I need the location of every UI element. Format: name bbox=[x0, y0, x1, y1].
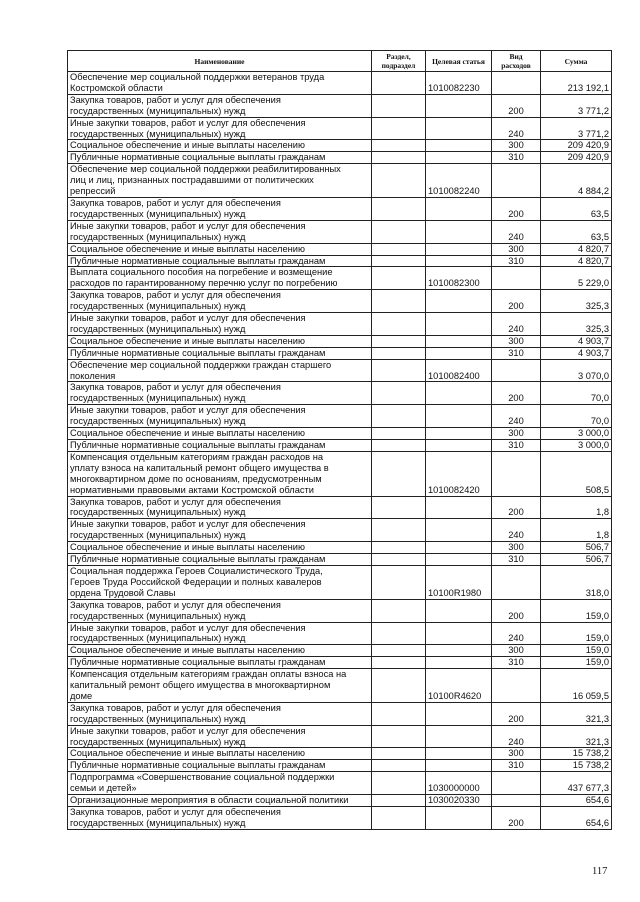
row-section-cell bbox=[372, 267, 426, 290]
row-section-cell bbox=[372, 702, 426, 725]
table-row bbox=[68, 359, 612, 382]
row-amount-cell: 15 738,2 bbox=[541, 760, 612, 772]
row-target-cell bbox=[426, 382, 492, 405]
row-amount-cell: 209 420,9 bbox=[541, 152, 612, 164]
row-expense-type-cell: 200 bbox=[492, 807, 541, 830]
row-section-cell bbox=[372, 405, 426, 428]
table-row bbox=[68, 405, 612, 428]
row-target-cell bbox=[426, 645, 492, 657]
row-name-cell: Социальное обеспечение и иные выплаты населению bbox=[68, 645, 372, 657]
row-amount-cell: 4 903,7 bbox=[541, 335, 612, 347]
table-row bbox=[68, 451, 612, 496]
header-row bbox=[68, 51, 612, 72]
row-section-cell bbox=[372, 772, 426, 795]
row-amount-cell: 506,7 bbox=[541, 554, 612, 566]
row-section-cell bbox=[372, 72, 426, 95]
row-expense-type-cell: 200 bbox=[492, 197, 541, 220]
row-amount-cell: 4 903,7 bbox=[541, 347, 612, 359]
row-target-cell: 10100R1980 bbox=[426, 565, 492, 599]
row-name-cell: Обеспечение мер социальной поддержки граждан старшего поколения bbox=[68, 359, 372, 382]
row-name-cell: Публичные нормативные социальные выплаты гражданам bbox=[68, 760, 372, 772]
row-section-cell bbox=[372, 197, 426, 220]
row-target-cell bbox=[426, 519, 492, 542]
row-name-cell: Обеспечение мер социальной поддержки реабилитированных лиц и лиц, признанных пострадавшими от политических репрессий bbox=[68, 164, 372, 198]
row-expense-type-cell bbox=[492, 267, 541, 290]
row-expense-type-cell: 300 bbox=[492, 428, 541, 440]
table-row bbox=[68, 382, 612, 405]
header-name: Наименование bbox=[68, 51, 372, 72]
row-section-cell bbox=[372, 451, 426, 496]
row-expense-type-cell: 200 bbox=[492, 599, 541, 622]
row-target-cell bbox=[426, 255, 492, 267]
row-target-cell bbox=[426, 496, 492, 519]
row-name-cell: Публичные нормативные социальные выплаты гражданам bbox=[68, 347, 372, 359]
row-amount-cell: 4 884,2 bbox=[541, 164, 612, 198]
row-amount-cell: 159,0 bbox=[541, 657, 612, 669]
row-amount-cell: 1,8 bbox=[541, 496, 612, 519]
row-target-cell: 1010082400 bbox=[426, 359, 492, 382]
row-expense-type-cell: 310 bbox=[492, 255, 541, 267]
row-amount-cell: 3 070,0 bbox=[541, 359, 612, 382]
row-name-cell: Иные закупки товаров, работ и услуг для обеспечения государственных (муниципальных) нужд bbox=[68, 313, 372, 336]
table-header bbox=[68, 51, 612, 72]
row-expense-type-cell: 300 bbox=[492, 748, 541, 760]
row-target-cell bbox=[426, 243, 492, 255]
row-name-cell: Закупка товаров, работ и услуг для обеспечения государственных (муниципальных) нужд bbox=[68, 382, 372, 405]
row-amount-cell: 4 820,7 bbox=[541, 243, 612, 255]
row-amount-cell: 63,5 bbox=[541, 220, 612, 243]
row-expense-type-cell: 310 bbox=[492, 554, 541, 566]
table-row bbox=[68, 702, 612, 725]
table-row bbox=[68, 795, 612, 807]
row-name-cell: Закупка товаров, работ и услуг для обеспечения государственных (муниципальных) нужд bbox=[68, 599, 372, 622]
row-section-cell bbox=[372, 359, 426, 382]
row-name-cell: Социальное обеспечение и иные выплаты населению bbox=[68, 542, 372, 554]
row-target-cell bbox=[426, 657, 492, 669]
row-name-cell: Социальное обеспечение и иные выплаты населению bbox=[68, 748, 372, 760]
row-name-cell: Компенсация отдельным категориям граждан оплаты взноса на капитальный ремонт общего имущества в многоквартирном доме bbox=[68, 669, 372, 703]
row-target-cell bbox=[426, 335, 492, 347]
row-section-cell bbox=[372, 220, 426, 243]
row-target-cell bbox=[426, 140, 492, 152]
row-section-cell bbox=[372, 542, 426, 554]
row-amount-cell: 321,3 bbox=[541, 702, 612, 725]
row-section-cell bbox=[372, 554, 426, 566]
row-expense-type-cell bbox=[492, 72, 541, 95]
row-target-cell: 1010082240 bbox=[426, 164, 492, 198]
row-section-cell bbox=[372, 290, 426, 313]
table-row bbox=[68, 243, 612, 255]
row-expense-type-cell: 200 bbox=[492, 290, 541, 313]
row-expense-type-cell: 310 bbox=[492, 152, 541, 164]
row-target-cell bbox=[426, 599, 492, 622]
row-amount-cell: 325,3 bbox=[541, 313, 612, 336]
row-name-cell: Иные закупки товаров, работ и услуг для обеспечения государственных (муниципальных) нужд bbox=[68, 220, 372, 243]
row-section-cell bbox=[372, 657, 426, 669]
row-expense-type-cell: 310 bbox=[492, 347, 541, 359]
table-body bbox=[68, 72, 612, 830]
row-amount-cell: 70,0 bbox=[541, 382, 612, 405]
header-amount: Сумма bbox=[541, 51, 612, 72]
row-expense-type-cell: 200 bbox=[492, 94, 541, 117]
table-row bbox=[68, 140, 612, 152]
row-name-cell: Социальное обеспечение и иные выплаты населению bbox=[68, 140, 372, 152]
row-target-cell bbox=[426, 197, 492, 220]
row-amount-cell: 15 738,2 bbox=[541, 748, 612, 760]
row-section-cell bbox=[372, 748, 426, 760]
row-target-cell bbox=[426, 347, 492, 359]
row-target-cell bbox=[426, 313, 492, 336]
row-expense-type-cell: 200 bbox=[492, 702, 541, 725]
row-section-cell bbox=[372, 645, 426, 657]
row-section-cell bbox=[372, 669, 426, 703]
table-row bbox=[68, 164, 612, 198]
row-name-cell: Выплата социального пособия на погребение и возмещение расходов по гарантированному перечню услуг по погребению bbox=[68, 267, 372, 290]
row-expense-type-cell: 240 bbox=[492, 622, 541, 645]
table-row bbox=[68, 760, 612, 772]
row-target-cell bbox=[426, 440, 492, 452]
row-target-cell bbox=[426, 760, 492, 772]
table-row bbox=[68, 440, 612, 452]
row-section-cell bbox=[372, 760, 426, 772]
row-section-cell bbox=[372, 255, 426, 267]
row-amount-cell: 3 771,2 bbox=[541, 94, 612, 117]
table-row bbox=[68, 565, 612, 599]
row-expense-type-cell: 200 bbox=[492, 496, 541, 519]
row-expense-type-cell bbox=[492, 795, 541, 807]
row-target-cell bbox=[426, 542, 492, 554]
row-name-cell: Публичные нормативные социальные выплаты гражданам bbox=[68, 152, 372, 164]
row-name-cell: Публичные нормативные социальные выплаты гражданам bbox=[68, 255, 372, 267]
row-expense-type-cell: 300 bbox=[492, 243, 541, 255]
row-section-cell bbox=[372, 140, 426, 152]
row-expense-type-cell bbox=[492, 669, 541, 703]
row-amount-cell: 5 229,0 bbox=[541, 267, 612, 290]
header-target: Целевая статья bbox=[426, 51, 492, 72]
row-target-cell: 1010082230 bbox=[426, 72, 492, 95]
row-amount-cell: 506,7 bbox=[541, 542, 612, 554]
row-target-cell: 1030020330 bbox=[426, 795, 492, 807]
row-amount-cell: 16 059,5 bbox=[541, 669, 612, 703]
row-name-cell: Публичные нормативные социальные выплаты гражданам bbox=[68, 657, 372, 669]
row-section-cell bbox=[372, 807, 426, 830]
table-row bbox=[68, 220, 612, 243]
row-amount-cell: 3 000,0 bbox=[541, 440, 612, 452]
row-name-cell: Иные закупки товаров, работ и услуг для обеспечения государственных (муниципальных) нужд bbox=[68, 519, 372, 542]
table-row bbox=[68, 657, 612, 669]
row-section-cell bbox=[372, 152, 426, 164]
row-amount-cell: 654,6 bbox=[541, 795, 612, 807]
header-expense-type: Вид расходов bbox=[492, 51, 541, 72]
row-expense-type-cell bbox=[492, 164, 541, 198]
table-row bbox=[68, 554, 612, 566]
row-amount-cell: 654,6 bbox=[541, 807, 612, 830]
table-row bbox=[68, 335, 612, 347]
row-name-cell: Закупка товаров, работ и услуг для обеспечения государственных (муниципальных) нужд bbox=[68, 702, 372, 725]
row-expense-type-cell: 240 bbox=[492, 405, 541, 428]
row-amount-cell: 321,3 bbox=[541, 725, 612, 748]
row-target-cell: 10100R4620 bbox=[426, 669, 492, 703]
budget-table bbox=[67, 50, 612, 830]
row-target-cell bbox=[426, 290, 492, 313]
row-amount-cell: 70,0 bbox=[541, 405, 612, 428]
row-target-cell bbox=[426, 94, 492, 117]
row-amount-cell: 318,0 bbox=[541, 565, 612, 599]
table-row bbox=[68, 772, 612, 795]
row-name-cell: Иные закупки товаров, работ и услуг для обеспечения государственных (муниципальных) нужд bbox=[68, 117, 372, 140]
row-amount-cell: 213 192,1 bbox=[541, 72, 612, 95]
row-amount-cell: 4 820,7 bbox=[541, 255, 612, 267]
row-amount-cell: 3 771,2 bbox=[541, 117, 612, 140]
row-section-cell bbox=[372, 428, 426, 440]
row-target-cell: 1010082300 bbox=[426, 267, 492, 290]
table-row bbox=[68, 599, 612, 622]
table-row bbox=[68, 94, 612, 117]
row-name-cell: Закупка товаров, работ и услуг для обеспечения государственных (муниципальных) нужд bbox=[68, 290, 372, 313]
row-expense-type-cell: 300 bbox=[492, 645, 541, 657]
table-row bbox=[68, 290, 612, 313]
table-row bbox=[68, 807, 612, 830]
table-row bbox=[68, 645, 612, 657]
row-name-cell: Закупка товаров, работ и услуг для обеспечения государственных (муниципальных) нужд bbox=[68, 94, 372, 117]
row-expense-type-cell: 200 bbox=[492, 382, 541, 405]
row-amount-cell: 159,0 bbox=[541, 599, 612, 622]
row-name-cell: Социальная поддержка Героев Социалистического Труда, Героев Труда Российской Федерации и полных кавалеров ордена Трудовой Славы bbox=[68, 565, 372, 599]
row-expense-type-cell: 310 bbox=[492, 657, 541, 669]
row-expense-type-cell: 310 bbox=[492, 440, 541, 452]
table-row bbox=[68, 496, 612, 519]
row-amount-cell: 159,0 bbox=[541, 645, 612, 657]
row-target-cell bbox=[426, 152, 492, 164]
row-target-cell: 1010082420 bbox=[426, 451, 492, 496]
table-row bbox=[68, 152, 612, 164]
row-amount-cell: 209 420,9 bbox=[541, 140, 612, 152]
row-section-cell bbox=[372, 313, 426, 336]
table-row bbox=[68, 669, 612, 703]
row-name-cell: Иные закупки товаров, работ и услуг для обеспечения государственных (муниципальных) нужд bbox=[68, 622, 372, 645]
row-name-cell: Социальное обеспечение и иные выплаты населению bbox=[68, 428, 372, 440]
row-target-cell bbox=[426, 554, 492, 566]
row-section-cell bbox=[372, 243, 426, 255]
row-expense-type-cell: 300 bbox=[492, 335, 541, 347]
table-row bbox=[68, 197, 612, 220]
table-row bbox=[68, 347, 612, 359]
row-expense-type-cell: 240 bbox=[492, 519, 541, 542]
table-row bbox=[68, 748, 612, 760]
row-amount-cell: 3 000,0 bbox=[541, 428, 612, 440]
row-expense-type-cell: 300 bbox=[492, 542, 541, 554]
row-section-cell bbox=[372, 164, 426, 198]
row-section-cell bbox=[372, 117, 426, 140]
row-name-cell: Социальное обеспечение и иные выплаты населению bbox=[68, 243, 372, 255]
row-section-cell bbox=[372, 795, 426, 807]
table-row bbox=[68, 428, 612, 440]
row-expense-type-cell: 240 bbox=[492, 313, 541, 336]
row-amount-cell: 437 677,3 bbox=[541, 772, 612, 795]
row-section-cell bbox=[372, 496, 426, 519]
row-amount-cell: 1,8 bbox=[541, 519, 612, 542]
row-target-cell bbox=[426, 622, 492, 645]
row-name-cell: Подпрограмма «Совершенствование социальной поддержки семьи и детей» bbox=[68, 772, 372, 795]
row-section-cell bbox=[372, 519, 426, 542]
row-section-cell bbox=[372, 440, 426, 452]
row-target-cell bbox=[426, 405, 492, 428]
row-target-cell bbox=[426, 702, 492, 725]
row-name-cell: Иные закупки товаров, работ и услуг для обеспечения государственных (муниципальных) нужд bbox=[68, 725, 372, 748]
row-name-cell: Публичные нормативные социальные выплаты гражданам bbox=[68, 440, 372, 452]
row-name-cell: Социальное обеспечение и иные выплаты населению bbox=[68, 335, 372, 347]
table-row bbox=[68, 117, 612, 140]
table-row bbox=[68, 313, 612, 336]
row-amount-cell: 508,5 bbox=[541, 451, 612, 496]
row-expense-type-cell: 240 bbox=[492, 220, 541, 243]
row-section-cell bbox=[372, 565, 426, 599]
row-expense-type-cell: 310 bbox=[492, 760, 541, 772]
row-name-cell: Иные закупки товаров, работ и услуг для обеспечения государственных (муниципальных) нужд bbox=[68, 405, 372, 428]
table-row bbox=[68, 72, 612, 95]
row-name-cell: Организационные мероприятия в области социальной политики bbox=[68, 795, 372, 807]
table-row bbox=[68, 519, 612, 542]
row-amount-cell: 325,3 bbox=[541, 290, 612, 313]
row-section-cell bbox=[372, 335, 426, 347]
row-expense-type-cell bbox=[492, 772, 541, 795]
row-target-cell bbox=[426, 807, 492, 830]
row-section-cell bbox=[372, 382, 426, 405]
row-expense-type-cell bbox=[492, 565, 541, 599]
row-expense-type-cell bbox=[492, 359, 541, 382]
row-target-cell: 1030000000 bbox=[426, 772, 492, 795]
row-target-cell bbox=[426, 725, 492, 748]
table-row bbox=[68, 622, 612, 645]
row-section-cell bbox=[372, 622, 426, 645]
table-row bbox=[68, 255, 612, 267]
table-row bbox=[68, 267, 612, 290]
row-name-cell: Закупка товаров, работ и услуг для обеспечения государственных (муниципальных) нужд bbox=[68, 197, 372, 220]
row-expense-type-cell: 240 bbox=[492, 725, 541, 748]
row-name-cell: Закупка товаров, работ и услуг для обеспечения государственных (муниципальных) нужд bbox=[68, 807, 372, 830]
row-section-cell bbox=[372, 94, 426, 117]
row-name-cell: Публичные нормативные социальные выплаты гражданам bbox=[68, 554, 372, 566]
page-number: 117 bbox=[592, 866, 608, 877]
header-section: Раздел, подраздел bbox=[372, 51, 426, 72]
row-target-cell bbox=[426, 428, 492, 440]
row-expense-type-cell bbox=[492, 451, 541, 496]
row-name-cell: Обеспечение мер социальной поддержки ветеранов труда Костромской области bbox=[68, 72, 372, 95]
row-amount-cell: 159,0 bbox=[541, 622, 612, 645]
table-row bbox=[68, 725, 612, 748]
table-row bbox=[68, 542, 612, 554]
row-name-cell: Компенсация отдельным категориям граждан расходов на уплату взноса на капитальный ремонт общего имущества в многоквартирном доме по основаниям, предусмотренным нормативными правовыми актами Костромской области bbox=[68, 451, 372, 496]
row-amount-cell: 63,5 bbox=[541, 197, 612, 220]
row-expense-type-cell: 300 bbox=[492, 140, 541, 152]
row-name-cell: Закупка товаров, работ и услуг для обеспечения государственных (муниципальных) нужд bbox=[68, 496, 372, 519]
row-section-cell bbox=[372, 599, 426, 622]
budget-table-container bbox=[67, 50, 612, 830]
row-target-cell bbox=[426, 220, 492, 243]
row-section-cell bbox=[372, 347, 426, 359]
row-target-cell bbox=[426, 748, 492, 760]
row-section-cell bbox=[372, 725, 426, 748]
row-expense-type-cell: 240 bbox=[492, 117, 541, 140]
row-target-cell bbox=[426, 117, 492, 140]
